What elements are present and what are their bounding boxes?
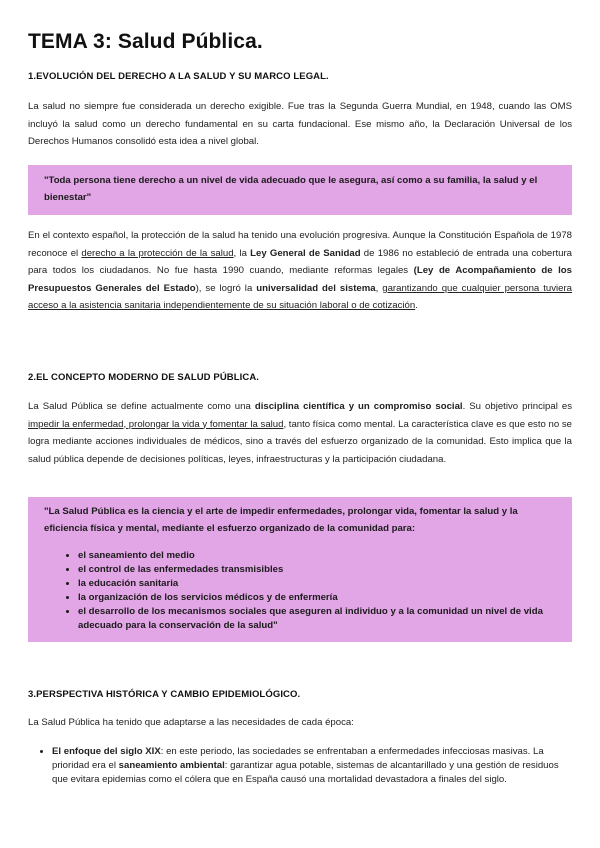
page-title: TEMA 3: Salud Pública.	[28, 30, 263, 53]
section-1-paragraph-2	[28, 227, 572, 315]
bold-phrase: saneamiento ambiental	[118, 760, 225, 771]
section-2-paragraph	[28, 398, 572, 468]
quote-intro: "La Salud Pública es la ciencia y el arte de impedir enfermedades, prolongar vida, fomentar la salud y la eficiencia física y mental, mediante el esfuerzo organizado de la comunidad para:	[44, 506, 518, 534]
list-item: • la organización de los servicios médicos y de enfermería	[78, 591, 556, 605]
section-3-bullet-list	[28, 745, 572, 787]
text-run: de 1986 no estableció de entrada una cobertura para todos los ciudadanos. No fue hasta 1990 cuando, mediante reformas legales	[28, 247, 572, 276]
section-1-paragraph-1: La salud no siempre fue considerada un derecho exigible. Fue tras la Segunda Guerra Mundial, en 1948, cuando las OMS incluyó la salud como un derecho fundamental en su carta fundacional. Ese mismo año, la Declaración Universal de los Derechos Humanos consolidó esta idea a nivel global.	[28, 101, 572, 147]
underlined-phrase: impedir la enfermedad, prolongar la vida y fomentar la salud	[28, 418, 284, 430]
text-run: : garantizar agua potable, sistemas de alcantarillado y una gestión de residuos que evitara epidemias como el cólera que en España causó una mortalidad devastadora a finales del siglo.	[52, 760, 559, 785]
list-item: • el control de las enfermedades transmisibles	[78, 563, 556, 577]
bold-phrase: disciplina científica y un compromiso social	[254, 401, 463, 412]
section-2-heading: 2.EL CONCEPTO MODERNO DE SALUD PÚBLICA.	[28, 372, 260, 383]
quote-list	[44, 549, 556, 633]
text-run: ), se logró la	[195, 282, 257, 294]
quote-text: "Toda persona tiene derecho a un nivel de vida adecuado que le asegura, así como a su familia, la salud y el bienestar"	[44, 175, 538, 203]
list-item	[52, 745, 572, 787]
text-run: .	[415, 300, 418, 311]
list-item: • el saneamiento del medio	[78, 549, 556, 563]
text-run: , la	[233, 247, 251, 259]
text-run: : en este periodo, las sociedades se enfrentaban a enfermedades infecciosas masivas. La prioridad era el	[52, 746, 544, 771]
bold-phrase: universalidad del sistema	[256, 282, 376, 294]
text-run: ,	[375, 282, 383, 294]
quote-box-public-health-definition	[28, 497, 572, 642]
section-1-heading: 1.EVOLUCIÓN DEL DERECHO A LA SALUD Y SU MARCO LEGAL.	[28, 71, 329, 82]
section-3-intro: La Salud Pública ha tenido que adaptarse a las necesidades de cada época:	[28, 717, 354, 728]
bold-phrase: Ley General de Sanidad	[250, 247, 361, 259]
text-run: La Salud Pública se define actualmente como una	[28, 401, 255, 412]
list-item: • el desarrollo de los mecanismos sociales que aseguren al individuo y a la comunidad un nivel de vida adecuado para la conservación de la salud"	[78, 605, 556, 633]
quote-box-who-declaration	[28, 165, 572, 215]
list-item: • la educación sanitaria	[78, 577, 556, 591]
bold-phrase: El enfoque del siglo XIX	[52, 746, 161, 757]
bold-phrase: (Ley de Acompañamiento de los Presupuestos Generales del Estado	[28, 265, 573, 294]
text-run: . Su objetivo principal es	[462, 401, 572, 412]
underlined-phrase: garantizando que cualquier persona tuviera acceso a la asistencia sanitaria independientemente de su situación laboral o de cotización	[28, 282, 572, 311]
text-run: En el contexto español, la protección de la salud ha tenido una evolución progresiva. Aunque la Constitución Española de 1978 reconoce el	[28, 230, 572, 259]
underlined-phrase: derecho a la protección de la salud	[81, 247, 234, 259]
text-run: , tanto física como mental. La característica clave es que esto no se logra mediante acciones individuales de médicos, sino a través del esfuerzo organizado de la comunidad. Esto implica que la salud pública depende de decisiones políticas, leyes, infraestructuras y la participación ciudadana.	[28, 418, 572, 465]
section-3-heading: 3.PERSPECTIVA HISTÓRICA Y CAMBIO EPIDEMIOLÓGICO.	[28, 689, 301, 700]
